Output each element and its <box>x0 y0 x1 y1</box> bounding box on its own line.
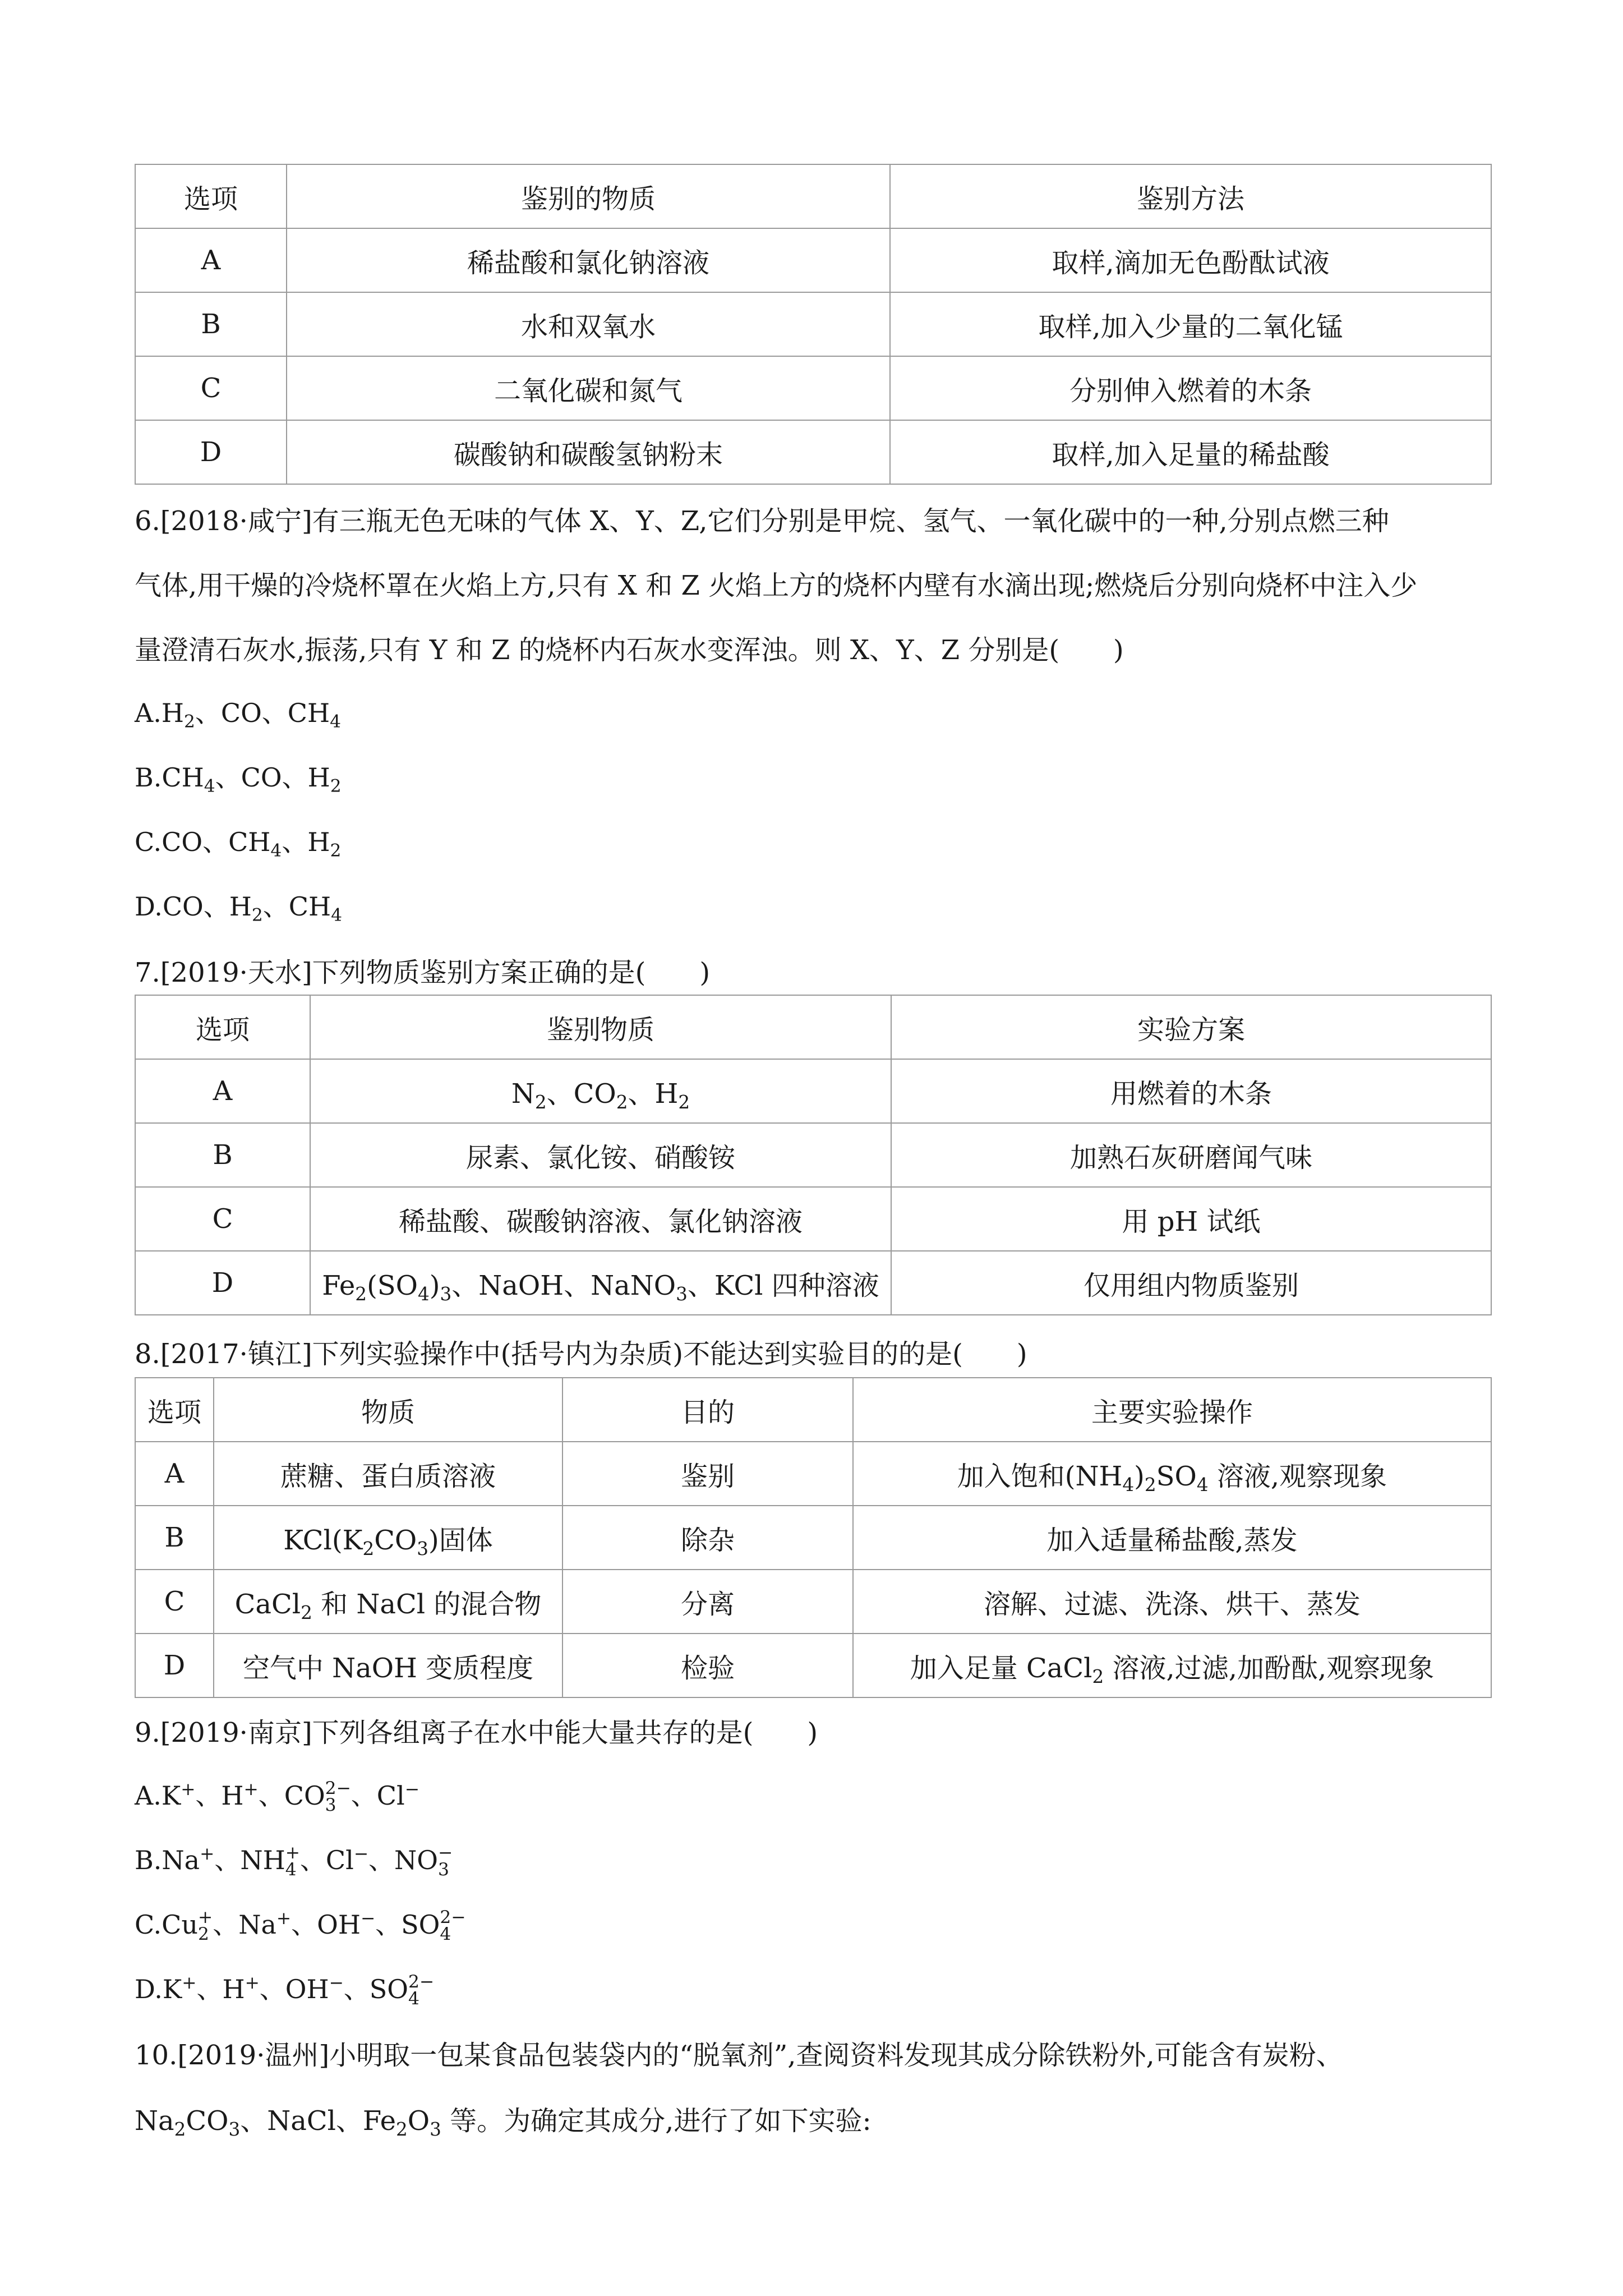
table-cell: 尿素、氯化铵、硝酸铵 <box>310 1123 891 1187</box>
table-row <box>135 1187 1491 1251</box>
question-9-option-d: D.K+、H+、OH−、SO 2− 4 <box>135 1972 435 2009</box>
question-6-line-2: 气体,用干燥的冷烧杯罩在火焰上方,只有 X 和 Z 火焰上方的烧杯内壁有水滴出现;燃烧后分别向烧杯中注入少 <box>135 570 1418 601</box>
table-cell: CaCl$_2$ 和 NaCl 的混合物 <box>214 1570 562 1634</box>
table-header-row <box>135 1378 1491 1442</box>
table-cell: 取样,加入足量的稀盐酸 <box>890 420 1491 484</box>
table-cell: 稀盐酸、碳酸钠溶液、氯化钠溶液 <box>310 1187 891 1251</box>
question-9-option-c: C.Cu + 2 、Na+、OH−、SO 2− 4 <box>135 1907 466 1944</box>
table-row <box>135 1123 1491 1187</box>
table-cell: C <box>135 1187 310 1251</box>
header-cell: 选项 <box>135 995 310 1059</box>
table-row <box>135 228 1491 292</box>
table-cell: 蔗糖、蛋白质溶液 <box>214 1442 562 1506</box>
table-cell: 用 pH 试纸 <box>891 1187 1491 1251</box>
table-q5 <box>135 164 1492 485</box>
table-row <box>135 1442 1491 1506</box>
table-cell: 溶解、过滤、洗涤、烘干、蒸发 <box>853 1570 1491 1634</box>
question-6-option-c: C.CO、$CH_4$、$H_2$ <box>135 827 342 861</box>
header-cell: 选项 <box>135 164 287 228</box>
table-cell: A <box>135 1442 214 1506</box>
question-6-option-a: $A.H_2$、CO、$CH_4$ <box>135 698 342 732</box>
question-8-stem: 8.[2017·镇江]下列实验操作中(括号内为杂质)不能达到实验目的的是( ) <box>135 1338 1027 1370</box>
table-cell: 加入足量 CaCl$_2$ 溶液,过滤,加酚酞,观察现象 <box>853 1634 1491 1697</box>
table-row <box>135 420 1491 484</box>
table-cell: D <box>135 1251 310 1315</box>
table-cell: $KCl(K_2CO_3)$固体 <box>214 1506 562 1570</box>
table-row <box>135 292 1491 356</box>
table-row <box>135 356 1491 420</box>
question-9-option-a: A.K+、H+、CO 2− 3 、Cl− <box>135 1778 419 1815</box>
table-cell: $N_2$、$CO_2$、$H_2$ <box>310 1059 891 1123</box>
table-cell: C <box>135 356 287 420</box>
table-cell: C <box>135 1570 214 1634</box>
table-cell: 加入适量稀盐酸,蒸发 <box>853 1506 1491 1570</box>
header-cell: 鉴别物质 <box>310 995 891 1059</box>
header-cell: 鉴别的物质 <box>287 164 890 228</box>
table-cell: $Fe_2(SO_4)_3$、NaOH、NaNO$_3$、KCl 四种溶液 <box>310 1251 891 1315</box>
table-row <box>135 1570 1491 1634</box>
table-cell: 取样,加入少量的二氧化锰 <box>890 292 1491 356</box>
table-q7 <box>135 995 1492 1315</box>
table-cell: D <box>135 420 287 484</box>
table-row <box>135 1634 1491 1697</box>
table-cell: 除杂 <box>562 1506 853 1570</box>
table-cell: B <box>135 1123 310 1187</box>
table-cell: 空气中 NaOH 变质程度 <box>214 1634 562 1697</box>
table-cell: 碳酸钠和碳酸氢钠粉末 <box>287 420 890 484</box>
table-cell: A <box>135 1059 310 1123</box>
table-cell: 用燃着的木条 <box>891 1059 1491 1123</box>
table-header-row <box>135 995 1491 1059</box>
header-cell: 主要实验操作 <box>853 1378 1491 1442</box>
table-cell: 鉴别 <box>562 1442 853 1506</box>
table-header-row <box>135 164 1491 228</box>
table-cell: A <box>135 228 287 292</box>
table-cell: 加入饱和$(NH_4)_2SO_4$ 溶液,观察现象 <box>853 1442 1491 1506</box>
table-cell: 仅用组内物质鉴别 <box>891 1251 1491 1315</box>
table-cell: 取样,滴加无色酚酞试液 <box>890 228 1491 292</box>
table-cell: 检验 <box>562 1634 853 1697</box>
question-6-option-b: $B.CH_4$、CO、$H_2$ <box>135 762 342 797</box>
question-7-stem: 7.[2019·天水]下列物质鉴别方案正确的是( ) <box>135 957 711 988</box>
question-10-line-1: 10.[2019·温州]小明取一包某食品包装袋内的“脱氧剂”,查阅资料发现其成分除铁粉外,可能含有炭粉、 <box>135 2040 1343 2071</box>
question-6-line-1: 6.[2018·咸宁]有三瓶无色无味的气体 X、Y、Z,它们分别是甲烷、氢气、一氧化碳中的一种,分别点燃三种 <box>135 505 1389 537</box>
question-6-option-d: D.CO、$H_2$、$CH_4$ <box>135 891 343 926</box>
table-cell: 水和双氧水 <box>287 292 890 356</box>
header-cell: 目的 <box>562 1378 853 1442</box>
table-q8 <box>135 1377 1492 1698</box>
header-cell: 选项 <box>135 1378 214 1442</box>
table-cell: 加熟石灰研磨闻气味 <box>891 1123 1491 1187</box>
question-10-line-2: $Na_2CO_3$、NaCl、$Fe_2O_3$ 等。为确定其成分,进行了如下实验: <box>135 2105 872 2140</box>
header-cell: 鉴别方法 <box>890 164 1491 228</box>
question-9-stem: 9.[2019·南京]下列各组离子在水中能大量共存的是( ) <box>135 1717 818 1749</box>
table-cell: 稀盐酸和氯化钠溶液 <box>287 228 890 292</box>
table-cell: B <box>135 292 287 356</box>
header-cell: 物质 <box>214 1378 562 1442</box>
table-row <box>135 1059 1491 1123</box>
table-cell: B <box>135 1506 214 1570</box>
table-cell: D <box>135 1634 214 1697</box>
question-9-option-b: B.Na+、NH + 4 、Cl−、NO − 3 <box>135 1843 453 1880</box>
question-6-line-3: 量澄清石灰水,振荡,只有 Y 和 Z 的烧杯内石灰水变浑浊。则 X、Y、Z 分别是( ) <box>135 634 1124 666</box>
table-cell: 二氧化碳和氮气 <box>287 356 890 420</box>
table-row <box>135 1251 1491 1315</box>
table-cell: 分离 <box>562 1570 853 1634</box>
table-row <box>135 1506 1491 1570</box>
table-cell: 分别伸入燃着的木条 <box>890 356 1491 420</box>
header-cell: 实验方案 <box>891 995 1491 1059</box>
